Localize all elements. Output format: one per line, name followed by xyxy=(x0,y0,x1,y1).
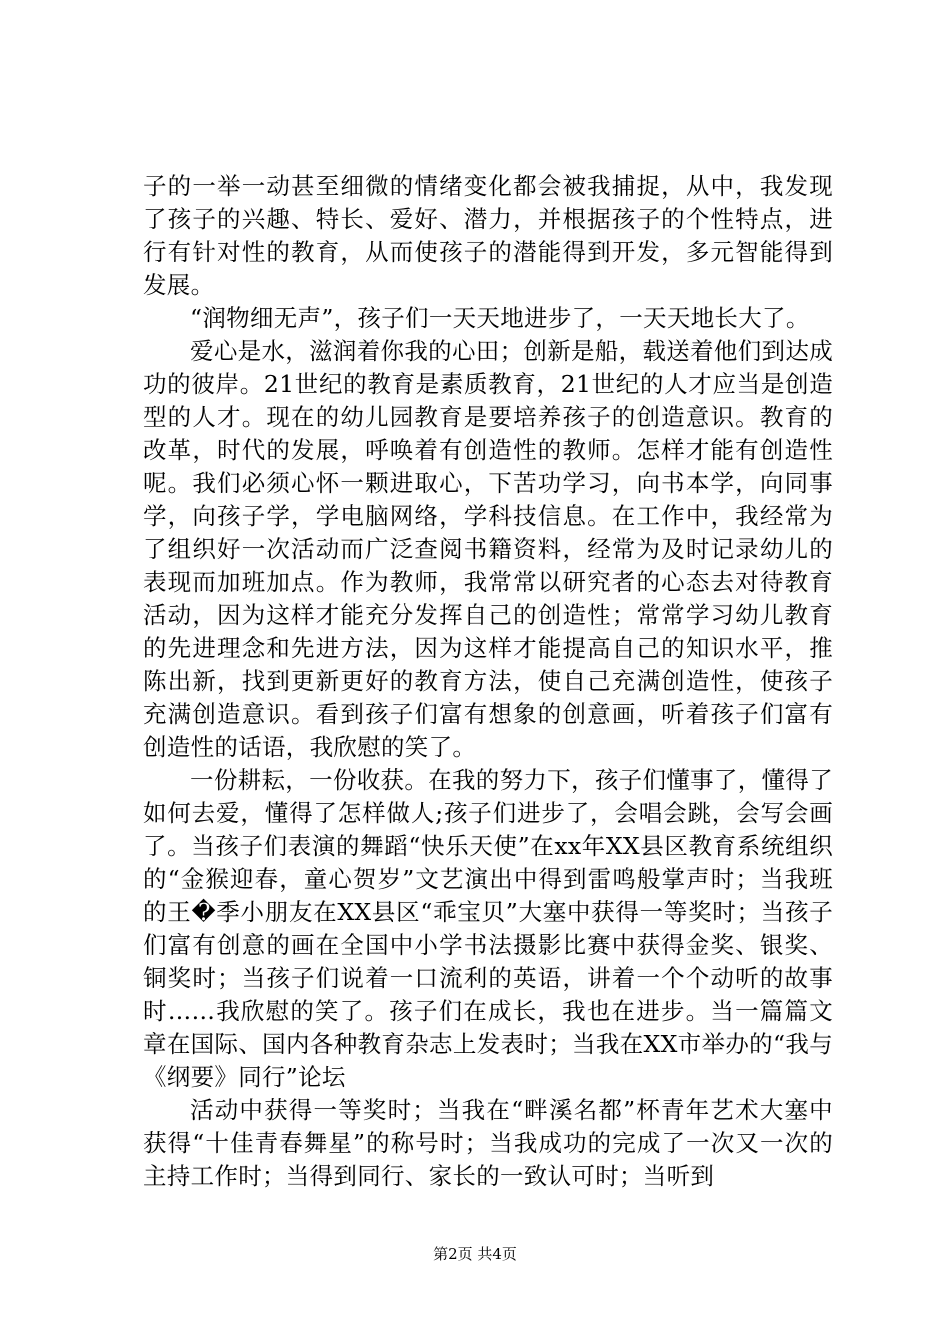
paragraph-3: 爱心是水，滋润着你我的心田；创新是船，载送着他们到达成功的彼岸。21世纪的教育是素质教育，21世纪的人才应当是创造型的人才。现在的幼儿园教育是要培养孩子的创造意识。教育的改革，时代的发展，呼唤着有创造性的教师。怎样才能有创造性呢。我们必须心怀一颗进取心，下苦功学习，向书本学，向同事学，向孩子学，学电脑网络，学科技信息。在工作中，我经常为了组织好一次活动而广泛查阅书籍资料，经常为及时记录幼儿的表现而加班加点。作为教师，我常常以研究者的心态去对待教育活动，因为这样才能充分发挥自己的创造性；常常学习幼儿教育的先进理念和先进方法，因为这样才能提高自己的知识水平，推陈出新，找到更新更好的教育方法，使自己充满创造性，使孩子充满创造意识。看到孩子们富有想象的创意画，听着孩子们富有创造性的话语，我欣慰的笑了。 xyxy=(143,337,833,761)
paragraph-2: “润物细无声”，孩子们一天天地进步了，一天天地长大了。 xyxy=(190,304,810,332)
paragraph-1: 子的一举一动甚至细微的情绪变化都会被我捕捉，从中，我发现了孩子的兴趣、特长、爱好、潜力，并根据孩子的个性特点，进行有针对性的教育，从而使孩子的潜能得到开发，多元智能得到发展。 xyxy=(143,172,833,299)
document-body xyxy=(143,170,833,1193)
page-number-footer: 第2页 共4页 xyxy=(433,1245,517,1263)
paragraph-5: 活动中获得一等奖时；当我在“畔溪名都”杯青年艺术大塞中获得“十佳青春舞星”的称号时；当我成功的完成了一次又一次的主持工作时；当得到同行、家长的一致认可时；当听到 xyxy=(143,1096,833,1190)
paragraph-4: 一份耕耘，一份收获。在我的努力下，孩子们懂事了，懂得了如何去爱，懂得了怎样做人;孩子们进步了，会唱会跳，会写会画了。当孩子们表演的舞蹈“快乐天使”在xx年XX县区教育系统组织的“金猴迎春，童心贺岁”文艺演出中得到雷鸣般掌声时；当我班的王�季小朋友在XX县区“乖宝贝”大塞中获得一等奖时；当孩子们富有创意的画在全国中小学书法摄影比赛中获得金奖、银奖、铜奖时；当孩子们说着一口流利的英语，讲着一个个动听的故事时……我欣慰的笑了。孩子们在成长，我也在进步。当一篇篇文章在国际、国内各种教育杂志上发表时；当我在XX市举办的“我与《纲要》同行”论坛 xyxy=(143,766,833,1091)
